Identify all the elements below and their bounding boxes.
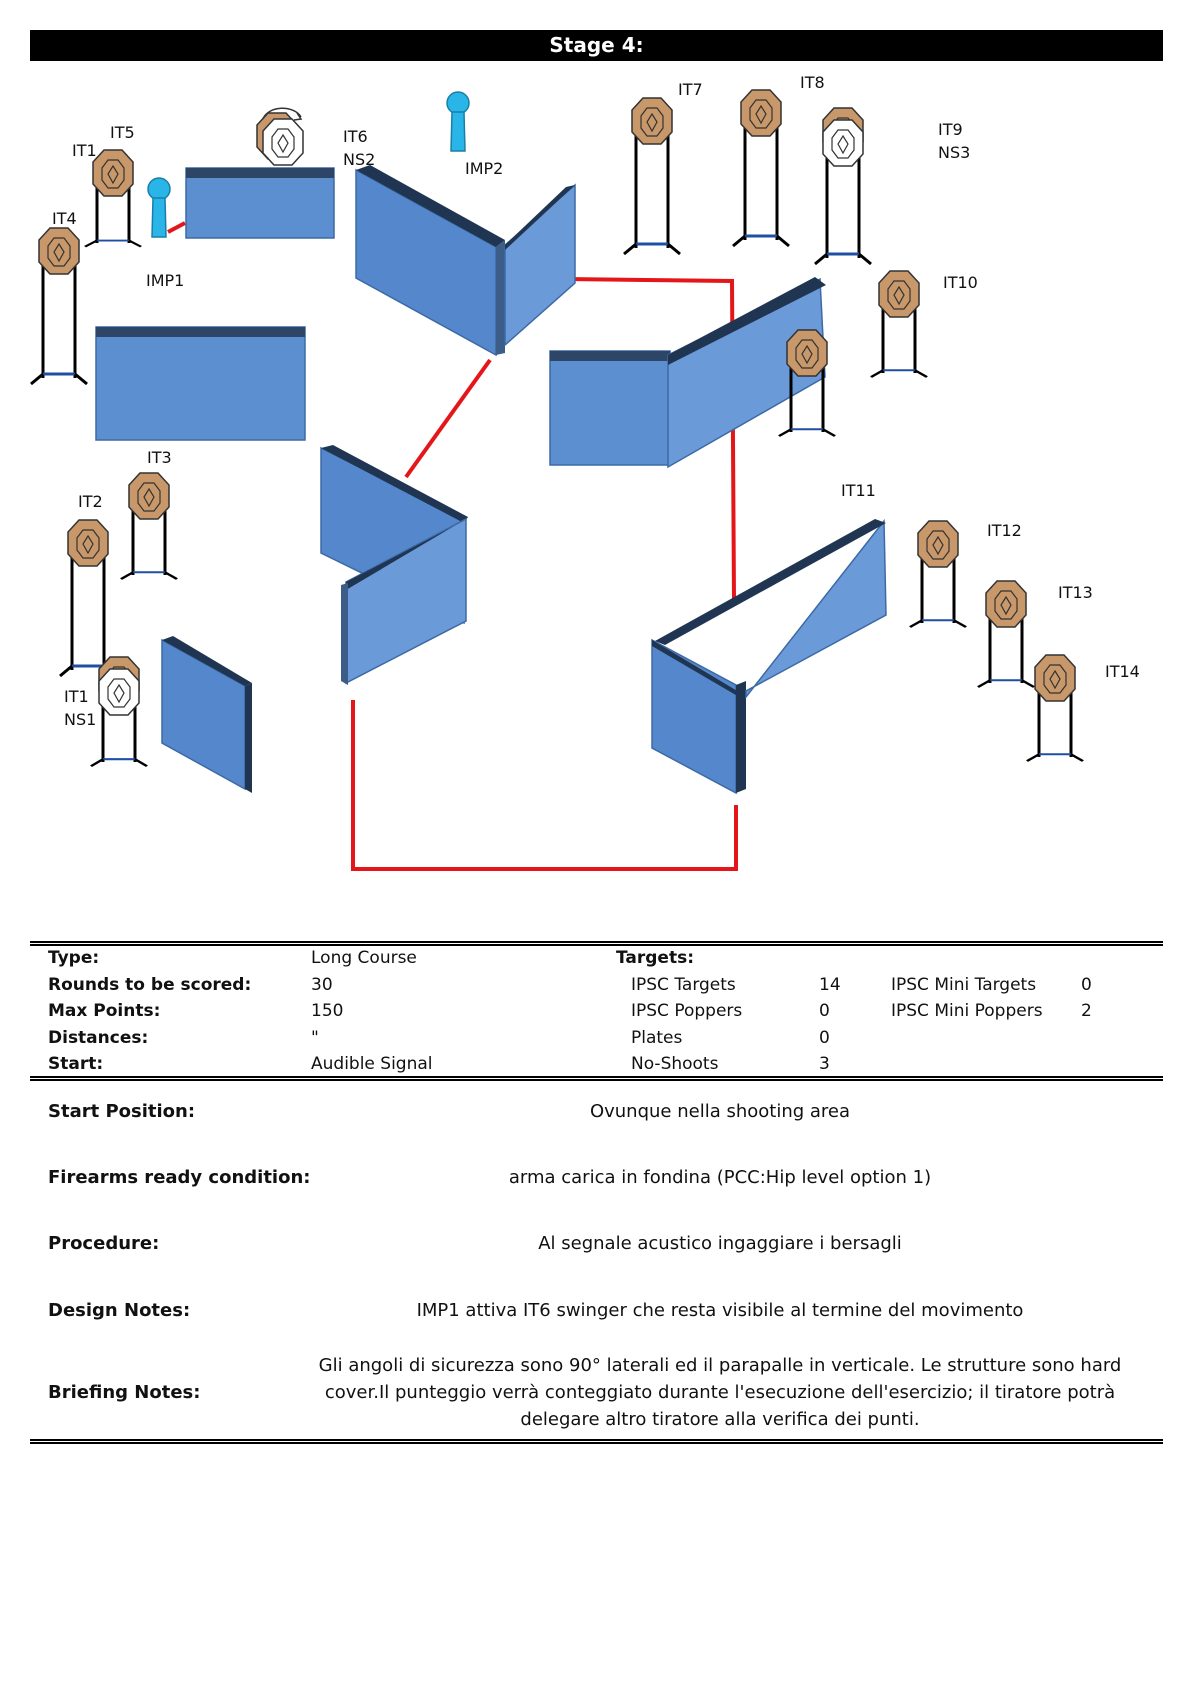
wall-bottom-right <box>652 519 886 793</box>
ipsc-poppers-value: 0 <box>819 1001 830 1021</box>
wall-left-large <box>96 327 305 440</box>
target-it12 <box>910 521 966 627</box>
label-it12: IT12 <box>987 521 1022 540</box>
briefing-line-2: cover.Il punteggio verrà conteggiato durante l'esecuzione dell'esercizio; il tiratore potrà <box>324 1382 1116 1403</box>
start-value: Audible Signal <box>311 1054 433 1074</box>
wall-v-top <box>356 165 575 355</box>
label-ns1: NS1 <box>64 710 97 729</box>
target-it10 <box>871 271 927 377</box>
label-it1: IT1 <box>72 141 97 160</box>
target-it1-ns1 <box>91 657 147 766</box>
ipsc-targets-value: 14 <box>819 975 841 995</box>
stage-diagram <box>0 65 1191 935</box>
target-it5 <box>85 150 141 247</box>
target-it2 <box>60 520 116 676</box>
distances-label: Distances: <box>48 1028 149 1048</box>
popper-imp2 <box>447 92 469 151</box>
label-it14: IT14 <box>1105 662 1140 681</box>
wall-right-mid <box>550 277 826 467</box>
label-it8: IT8 <box>800 73 825 92</box>
design-notes-label: Design Notes: <box>48 1300 191 1321</box>
max-points-value: 150 <box>311 1001 344 1021</box>
plates-label: Plates <box>631 1028 683 1048</box>
rounds-label: Rounds to be scored: <box>48 975 252 995</box>
label-it1: IT1 <box>64 687 89 706</box>
briefing-line-3: delegare altro tiratore alla verifica dei punti. <box>520 1409 920 1430</box>
popper-imp1 <box>148 178 170 237</box>
label-ns3: NS3 <box>938 143 971 162</box>
ipsc-poppers-label: IPSC Poppers <box>631 1001 743 1021</box>
start-position-value: Ovunque nella shooting area <box>589 1101 851 1122</box>
ready-condition-value: arma carica in fondina (PCC:Hip level option 1) <box>508 1167 932 1188</box>
target-it3 <box>121 473 177 579</box>
max-points-label: Max Points: <box>48 1001 161 1021</box>
ipsc-targets-label: IPSC Targets <box>631 975 736 995</box>
label-it3: IT3 <box>147 448 172 467</box>
target-it7 <box>624 98 680 254</box>
mini-targets-label: IPSC Mini Targets <box>891 975 1037 995</box>
start-position-label: Start Position: <box>48 1101 196 1122</box>
mini-poppers-label: IPSC Mini Poppers <box>891 1001 1043 1021</box>
wall-top-left <box>186 168 334 238</box>
target-it14 <box>1027 655 1083 761</box>
target-it13 <box>978 581 1034 687</box>
type-label: Type: <box>48 948 100 968</box>
top-double-rule <box>30 941 1163 946</box>
target-it9-ns3 <box>815 108 871 264</box>
label-ns2: NS2 <box>343 150 376 169</box>
target-it8 <box>733 90 789 246</box>
briefing-notes-label: Briefing Notes: <box>48 1382 201 1403</box>
design-notes-value: IMP1 attiva IT6 swinger che resta visibile al termine del movimento <box>416 1300 1024 1321</box>
label-it9: IT9 <box>938 120 963 139</box>
fault-line-imp1 <box>168 223 185 232</box>
label-it2: IT2 <box>78 492 103 511</box>
start-label: Start: <box>48 1054 104 1074</box>
wall-center-angle <box>321 445 468 685</box>
mini-targets-value: 0 <box>1081 975 1092 995</box>
mini-poppers-value: 2 <box>1081 1001 1092 1021</box>
target-it6 <box>257 108 303 165</box>
label-it7: IT7 <box>678 80 703 99</box>
label-it11: IT11 <box>841 481 876 500</box>
bottom-double-rule <box>30 1439 1163 1444</box>
targets-header: Targets: <box>616 948 695 968</box>
no-shoots-value: 3 <box>819 1054 830 1074</box>
type-value: Long Course <box>311 948 417 968</box>
ready-condition-label: Firearms ready condition: <box>48 1167 311 1188</box>
procedure-value: Al segnale acustico ingaggiare i bersagli <box>538 1233 902 1254</box>
label-imp2: IMP2 <box>465 159 504 178</box>
fault-line-center <box>406 360 490 477</box>
briefing-line-1: Gli angoli di sicurezza sono 90° laterali ed il parapalle in verticale. Le strutture sono hard <box>318 1355 1122 1376</box>
label-it13: IT13 <box>1058 583 1093 602</box>
label-it5: IT5 <box>110 123 135 142</box>
target-it4 <box>31 228 87 384</box>
rounds-value: 30 <box>311 975 333 995</box>
label-it4: IT4 <box>52 209 77 228</box>
middle-double-rule <box>30 1076 1163 1081</box>
plates-value: 0 <box>819 1028 830 1048</box>
distances-value: " <box>311 1028 319 1048</box>
wall-bottom-left <box>162 636 252 793</box>
label-it10: IT10 <box>943 273 978 292</box>
procedure-label: Procedure: <box>48 1233 160 1254</box>
briefing-notes-value <box>300 1352 1140 1433</box>
label-imp1: IMP1 <box>146 271 185 290</box>
no-shoots-label: No-Shoots <box>631 1054 719 1074</box>
stage-title: Stage 4: <box>30 30 1163 61</box>
label-it6: IT6 <box>343 127 368 146</box>
